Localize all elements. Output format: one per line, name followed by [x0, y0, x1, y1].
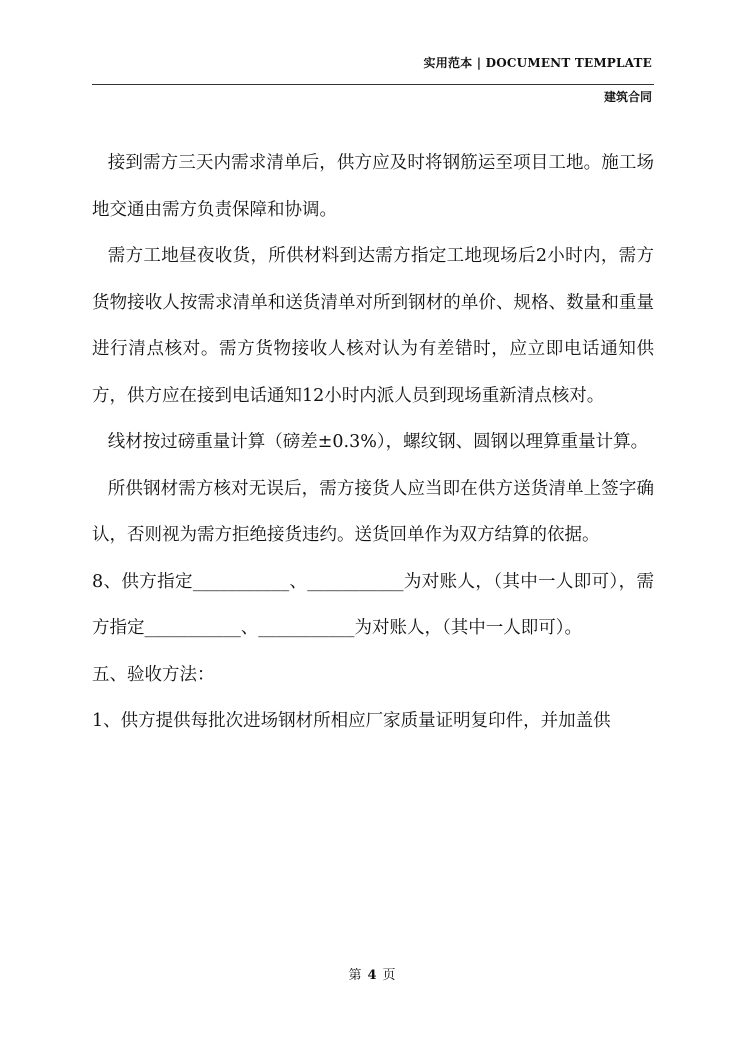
header-subtitle: 建筑合同	[603, 90, 652, 104]
page-footer	[0, 964, 744, 983]
footer-suffix: 页	[382, 968, 396, 983]
paragraph-weight-calc: 线材按过磅重量计算（磅差±0.3%），螺纹钢、圆钢以理算重量计算。	[107, 432, 649, 452]
section-heading-acceptance: 五、验收方法：	[92, 664, 215, 685]
paragraph-quality-cert: 1、供方提供每批次进场钢材所相应厂家质量证明复印件，并加盖供	[92, 711, 611, 731]
paragraph-delivery: 接到需方三天内需求清单后，供方应及时将钢筋运至项目工地。施工场地交通由需方负责保障和协调。	[92, 153, 654, 220]
page-number: 4	[367, 968, 377, 983]
header-title: 实用范本 | DOCUMENT TEMPLATE	[423, 56, 652, 70]
document-body	[92, 140, 654, 745]
footer-prefix: 第	[348, 968, 362, 983]
paragraph-receiving: 需方工地昼夜收货，所供材料到达需方指定工地现场后2小时内，需方货物接收人按需求清单和送货清单对所到钢材的单价、规格、数量和重量进行清点核对。需方货物接收人核对认为有差错时，应立即电话通知供方，供方应在接到电话通知12小时内派人员到现场重新清点核对。	[92, 246, 654, 406]
header-divider	[92, 84, 654, 85]
paragraph-confirmation: 所供钢材需方核对无误后，需方接货人应当即在供方送货清单上签字确认，否则视为需方拒绝接货违约。送货回单作为双方结算的依据。	[92, 478, 654, 545]
paragraph-reconciliation: 8、供方指定___________、___________为对账人，（其中一人即可），需方指定___________、___________为对账人，（其中一人即可）。	[92, 571, 654, 638]
